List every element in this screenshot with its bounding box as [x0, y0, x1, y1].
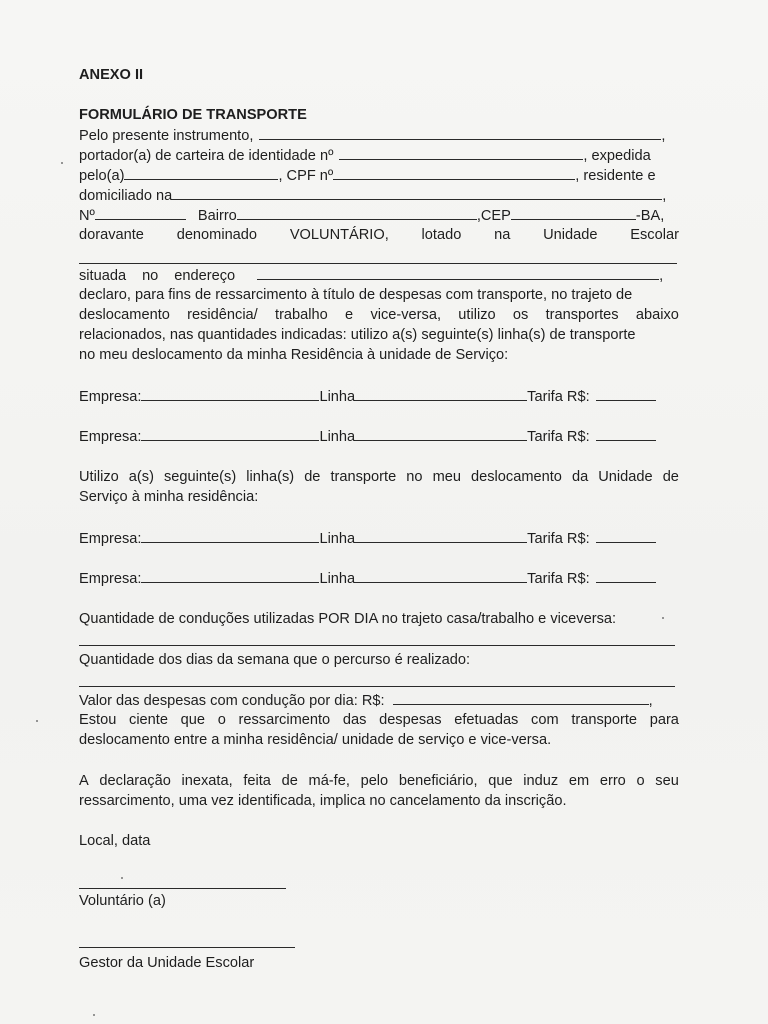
outbound-line-1-field[interactable] — [355, 386, 527, 401]
return-line-2-field[interactable] — [355, 568, 527, 583]
issuer-field[interactable] — [124, 165, 278, 180]
identity-number-field[interactable] — [339, 145, 583, 160]
days-per-week-field[interactable] — [79, 685, 675, 687]
return-row-2: Empresa: Linha Tarifa R$: — [79, 568, 679, 588]
intro-line-4: domiciliado na , — [79, 185, 679, 205]
cep-field[interactable] — [511, 205, 636, 220]
name-field[interactable] — [259, 125, 661, 140]
intro-line-12: no meu deslocamento da minha Residência à unidade de Serviço: — [79, 347, 509, 363]
false-decl-line-1: A declaração inexata, feita de má-fe, pelo beneficiário, que induz em erro o seu — [79, 773, 679, 789]
cpf-field[interactable] — [333, 165, 575, 180]
qty-per-day-label: Quantidade de conduções utilizadas POR DIA no trajeto casa/trabalho e viceversa: — [79, 611, 617, 627]
return-row-1: Empresa: Linha Tarifa R$: — [79, 528, 679, 548]
outbound-company-1-field[interactable] — [141, 386, 319, 401]
daily-value-line: Valor das despesas com condução por dia: R$: , — [79, 690, 679, 710]
return-fare-2-field[interactable] — [596, 568, 656, 583]
outbound-row-2: Empresa: Linha Tarifa R$: — [79, 426, 679, 446]
intro-line-6: doravante denominado VOLUNTÁRIO, lotado na Unidade Escolar — [79, 227, 679, 243]
daily-value-field[interactable] — [393, 690, 649, 705]
scan-speck — [36, 720, 38, 722]
days-per-week-label: Quantidade dos dias da semana que o percurso é realizado: — [79, 652, 471, 668]
outbound-line-2-field[interactable] — [355, 426, 527, 441]
neighborhood-field[interactable] — [237, 205, 477, 220]
intro-line-8: situada no endereço , — [79, 265, 679, 285]
scan-speck — [121, 877, 123, 879]
outbound-company-2-field[interactable] — [141, 426, 319, 441]
return-company-2-field[interactable] — [141, 568, 319, 583]
outbound-fare-2-field[interactable] — [596, 426, 656, 441]
qty-per-day-field[interactable] — [79, 644, 675, 646]
aware-line-1: Estou ciente que o ressarcimento das despesas efetuadas com transporte para — [79, 712, 679, 728]
scan-speck — [61, 162, 63, 164]
false-decl-line-2: ressarcimento, uma vez identificada, implica no cancelamento da inscrição. — [79, 793, 567, 809]
intro-line-10: deslocamento residência/ trabalho e vice-versa, utilizo os transportes abaixo — [79, 307, 679, 323]
return-company-1-field[interactable] — [141, 528, 319, 543]
manager-signature-label: Gestor da Unidade Escolar — [79, 955, 255, 971]
number-field[interactable] — [95, 205, 186, 220]
volunteer-signature-label: Voluntário (a) — [79, 893, 166, 909]
return-line-2: Serviço à minha residência: — [79, 489, 259, 505]
intro-line-11: relacionados, nas quantidades indicadas: utilizo a(s) seguinte(s) linha(s) de transporte — [79, 327, 636, 343]
form-title: FORMULÁRIO DE TRANSPORTE — [79, 107, 307, 123]
local-date-label: Local, data — [79, 833, 151, 849]
scan-speck — [93, 1014, 95, 1016]
school-address-field[interactable] — [257, 265, 659, 280]
outbound-fare-1-field[interactable] — [596, 386, 656, 401]
return-line-1: Utilizo a(s) seguinte(s) linha(s) de transporte no meu deslocamento da Unidade de — [79, 469, 679, 485]
intro-line-5: Nº Bairro ,CEP -BA, — [79, 205, 679, 225]
intro-line-2: portador(a) de carteira de identidade nº , expedida — [79, 145, 679, 165]
volunteer-signature-line[interactable] — [79, 887, 286, 889]
scan-speck — [662, 617, 664, 619]
aware-line-2: deslocamento entre a minha residência/ unidade de serviço e vice-versa. — [79, 732, 552, 748]
annex-title: ANEXO II — [79, 67, 144, 83]
school-unit-field[interactable] — [79, 262, 677, 264]
intro-line-9: declaro, para fins de ressarcimento à título de despesas com transporte, no trajeto de — [79, 287, 633, 303]
address-field[interactable] — [172, 185, 662, 200]
return-fare-1-field[interactable] — [596, 528, 656, 543]
intro-line-1: Pelo presente instrumento, , — [79, 125, 679, 145]
return-line-1-field[interactable] — [355, 528, 527, 543]
intro-line-3: pelo(a) , CPF nº , residente e — [79, 165, 679, 185]
manager-signature-line[interactable] — [79, 946, 295, 948]
outbound-row-1: Empresa: Linha Tarifa R$: — [79, 386, 679, 406]
